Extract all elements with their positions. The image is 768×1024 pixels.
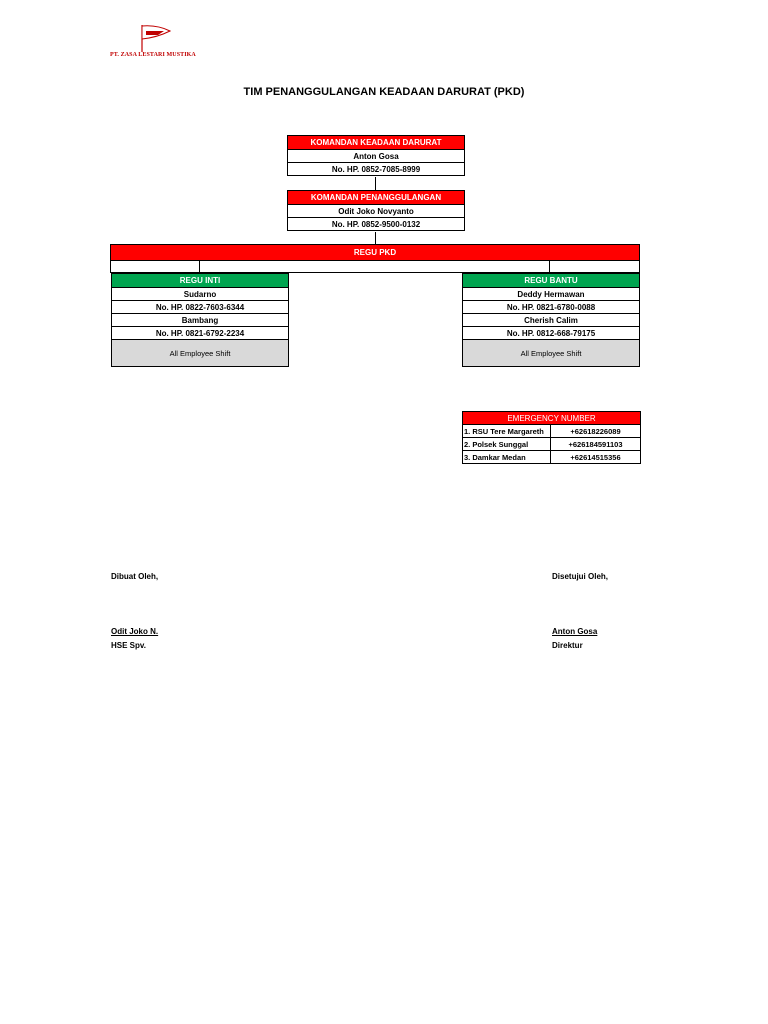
komandan-darurat-name: Anton Gosa xyxy=(288,149,464,162)
regu-inti-member-2: Bambang xyxy=(112,313,288,326)
emergency-name: 1. RSU Tere Margareth xyxy=(463,425,551,438)
table-row xyxy=(463,438,641,451)
komandan-penanggulangan-header: KOMANDAN PENANGGULANGAN xyxy=(288,191,464,204)
regu-inti-phone-2: No. HP. 0821-6792-2234 xyxy=(112,326,288,339)
regu-pkd-connector xyxy=(110,260,640,273)
page-title: TIM PENANGGULANGAN KEADAAN DARURAT (PKD) xyxy=(243,86,525,98)
connector-line xyxy=(375,232,376,244)
table-row xyxy=(463,451,641,464)
regu-bantu-box xyxy=(462,273,640,367)
signature-left-name: Odit Joko N. xyxy=(111,627,159,636)
regu-inti-box xyxy=(111,273,289,367)
table-row xyxy=(463,425,641,438)
emergency-phone: +62618226089 xyxy=(551,425,641,438)
signature-right-position: Direktur xyxy=(552,641,583,650)
komandan-darurat-header: KOMANDAN KEADAAN DARURAT xyxy=(288,136,464,149)
komandan-darurat-phone: No. HP. 0852-7085-8999 xyxy=(288,162,464,175)
regu-bantu-member-2: Cherish Calim xyxy=(463,313,639,326)
komandan-darurat-box xyxy=(287,135,465,176)
signature-right-name: Anton Gosa xyxy=(552,627,598,636)
regu-bantu-phone-2: No. HP. 0812-668-79175 xyxy=(463,326,639,339)
regu-inti-member-1: Sudarno xyxy=(112,287,288,300)
emergency-phone: +626184591103 xyxy=(551,438,641,451)
company-name: PT. ZASA LESTARI MUSTIKA xyxy=(110,52,196,58)
komandan-penanggulangan-phone: No. HP. 0852-9500-0132 xyxy=(288,217,464,230)
emergency-header: EMERGENCY NUMBER xyxy=(463,412,641,425)
regu-bantu-phone-1: No. HP. 0821-6780-0088 xyxy=(463,300,639,313)
connector-line xyxy=(549,260,550,273)
komandan-penanggulangan-box xyxy=(287,190,465,231)
connector-line xyxy=(199,260,200,273)
regu-pkd-header: REGU PKD xyxy=(111,245,639,260)
regu-bantu-header: REGU BANTU xyxy=(463,274,639,287)
regu-bantu-member-1: Deddy Hermawan xyxy=(463,287,639,300)
regu-bantu-shift: All Employee Shift xyxy=(463,339,639,366)
emergency-number-table xyxy=(462,411,640,464)
signature-left-label: Dibuat Oleh, xyxy=(111,572,159,581)
signature-right-label: Disetujui Oleh, xyxy=(552,572,609,581)
emergency-name: 3. Damkar Medan xyxy=(463,451,551,464)
emergency-phone: +62614515356 xyxy=(551,451,641,464)
regu-inti-phone-1: No. HP. 0822-7603-6344 xyxy=(112,300,288,313)
emergency-name: 2. Polsek Sunggal xyxy=(463,438,551,451)
connector-line xyxy=(375,177,376,190)
komandan-penanggulangan-name: Odit Joko Novyanto xyxy=(288,204,464,217)
signature-left-position: HSE Spv. xyxy=(111,641,146,650)
regu-inti-header: REGU INTI xyxy=(112,274,288,287)
regu-inti-shift: All Employee Shift xyxy=(112,339,288,366)
regu-pkd-box xyxy=(110,244,640,261)
